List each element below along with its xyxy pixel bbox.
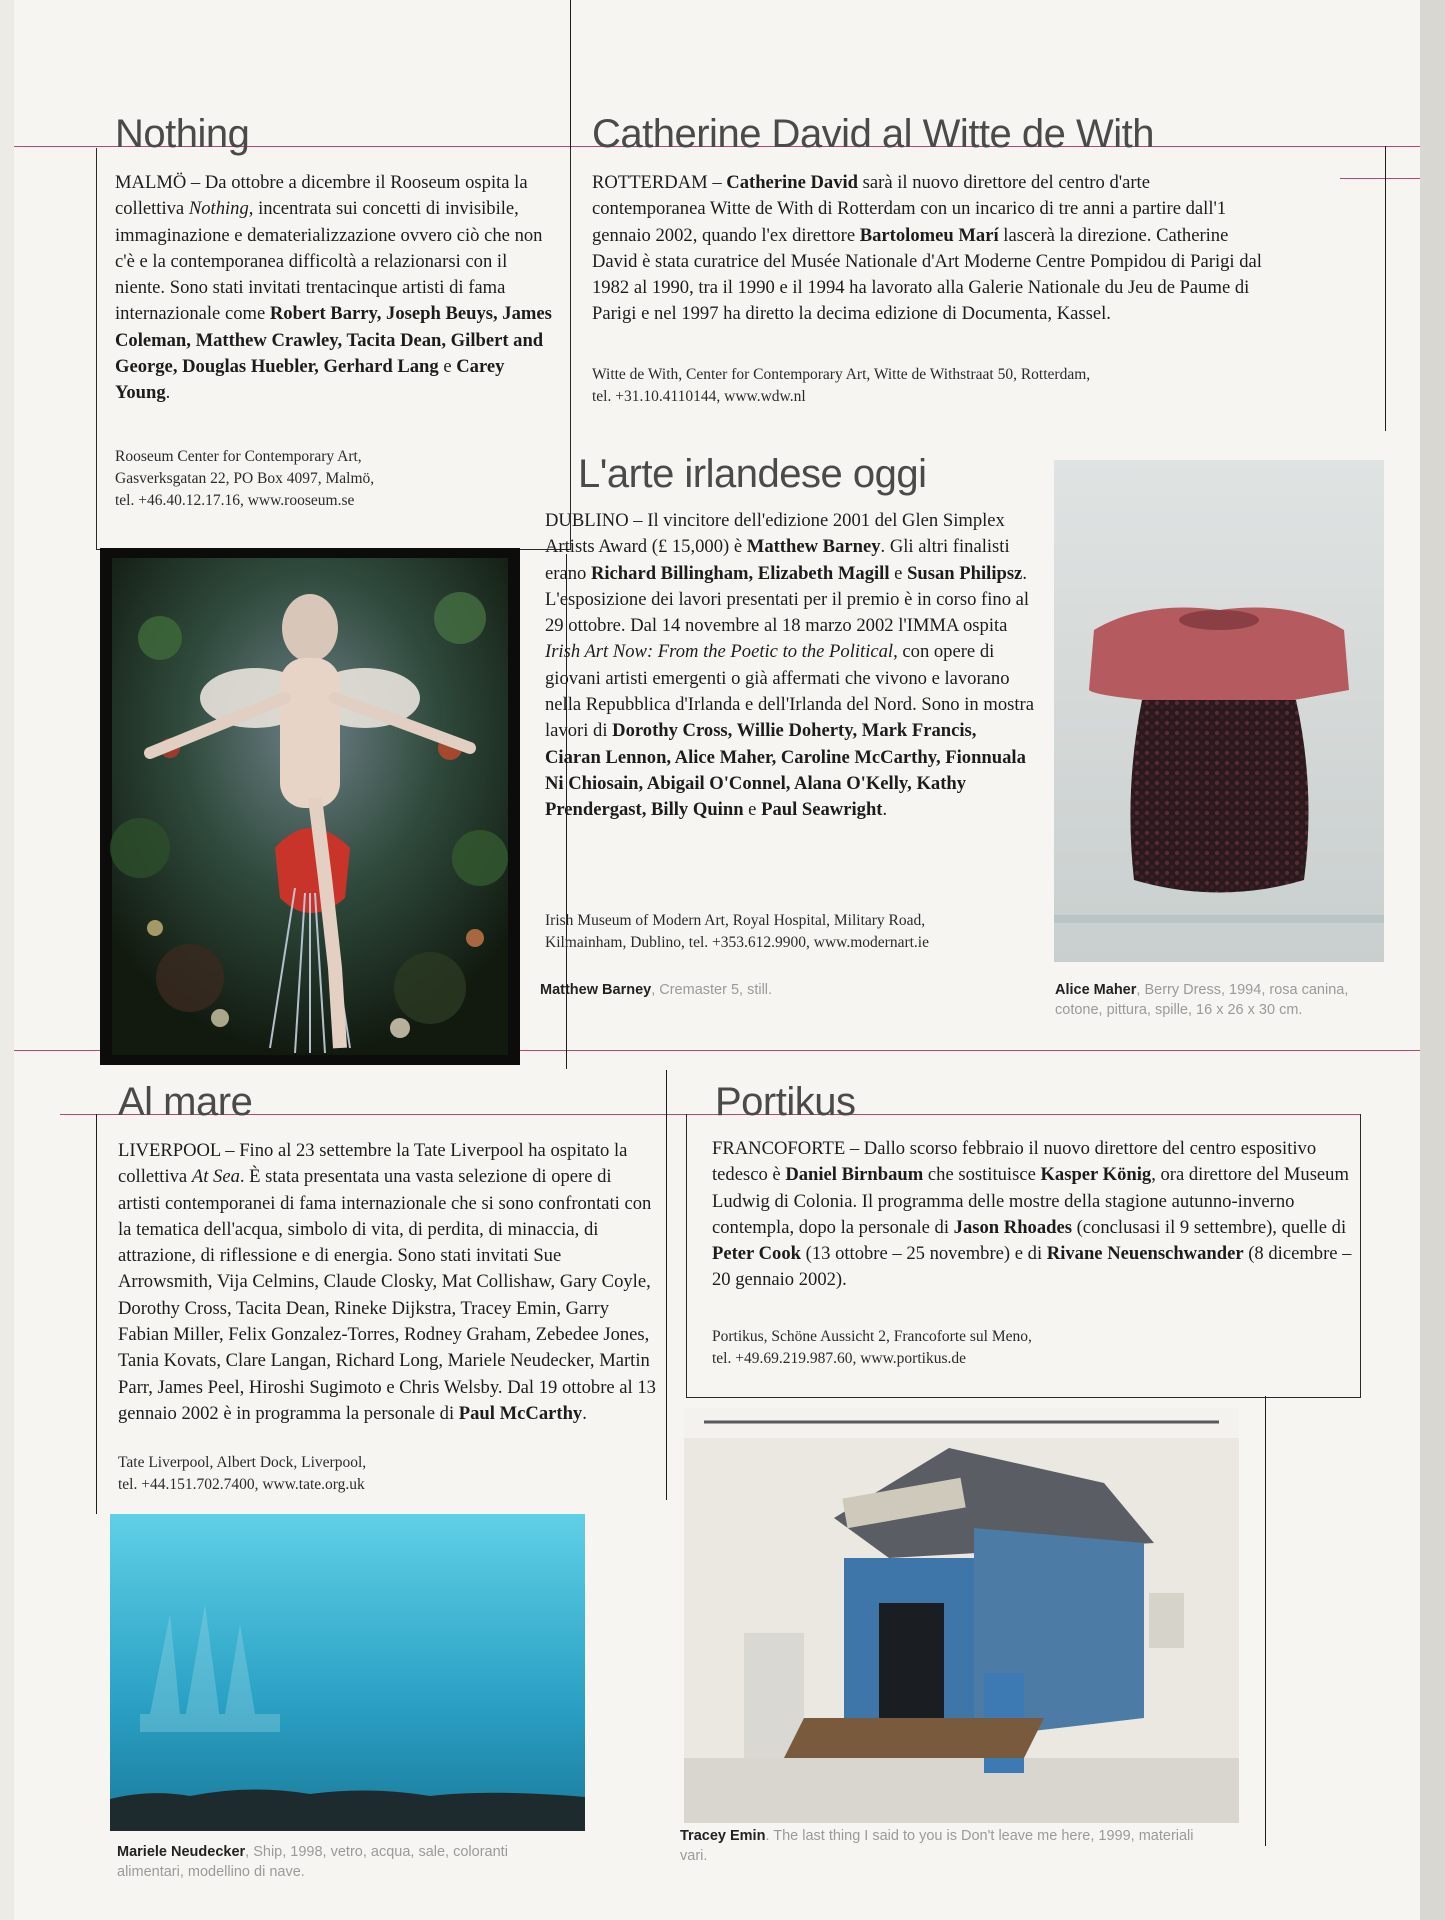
bold-run: Matthew Barney xyxy=(746,536,881,558)
rule-center-vertical xyxy=(570,0,571,150)
caption-mariele-neudecker xyxy=(117,1842,547,1882)
paragraph xyxy=(545,508,1035,824)
caption-maher-details: , Berry Dress, 1994, rosa canina, cotone, pittura, spille, 16 x 26 x 30 cm. xyxy=(1055,982,1349,1018)
caption-neudecker-artist: Mariele Neudecker xyxy=(117,1844,246,1860)
text-run: . L'esposizione dei lavori presentati per il premio è in corso fino al 29 ottobre. Dal 14 novembre al 18 marzo 2002 l'IMMA ospita xyxy=(545,562,1030,637)
contact-line: tel. +49.69.219.987.60, www.portikus.de xyxy=(712,1350,966,1367)
contact-portikus xyxy=(712,1326,1352,1370)
bold-run: Catherine David xyxy=(726,172,858,193)
caption-tracey-emin xyxy=(680,1826,1200,1866)
contact-line: Witte de With, Center for Contemporary Art, Witte de Withstraat 50, Rotterdam, xyxy=(592,366,1091,383)
caption-matthew-barney xyxy=(540,980,860,1000)
title-irish-art: L'arte irlandese oggi xyxy=(578,452,927,496)
caption-emin-artist: Tracey Emin xyxy=(680,1828,766,1844)
rule-catherine-right xyxy=(1385,146,1386,431)
caption-emin-details: . The last thing I said to you is Don't leave me here, 1999, materiali vari. xyxy=(680,1828,1194,1864)
caption-neudecker-details: , Ship, 1998, vetro, acqua, sale, coloranti alimentari, modellino di nave. xyxy=(117,1844,508,1880)
photo-alice-maher-berry-dress xyxy=(1054,460,1384,962)
text-run: (conclusasi il 9 settembre), quelle di xyxy=(1071,1216,1347,1238)
contact-line: tel. +44.151.702.7400, www.tate.org.uk xyxy=(118,1476,365,1493)
contact-nothing xyxy=(115,446,555,512)
contact-al-mare xyxy=(118,1452,658,1496)
bold-run: Dorothy Cross, Willie Doherty, Mark Francis, Ciaran Lennon, Alice Maher, Caroline McCarthy, Fionnuala Ni Chiosain, Abigail O'Connel, Alana O'Kelly, Kathy Prendergast, Billy Quinn xyxy=(545,720,1026,821)
text-run: . xyxy=(882,799,888,821)
paragraph xyxy=(115,170,555,407)
text-run: , ora direttore del Museum Ludwig di Colonia. Il programma delle mostre della stagione autunno-inverno contempla, dopo la personale di xyxy=(712,1164,1349,1238)
caption-barney-artist: Matthew Barney xyxy=(540,982,652,998)
italic-run: Irish Art Now: From the Poetic to the Political xyxy=(545,641,894,663)
bold-run: Susan Philipsz xyxy=(907,562,1023,584)
text-run: LIVERPOOL – Fino al 23 settembre la Tate Liverpool ha ospitato la collettiva xyxy=(118,1140,628,1188)
contact-line: Gasverksgatan 22, PO Box 4097, Malmö, xyxy=(115,470,375,487)
body-nothing xyxy=(115,170,555,407)
contact-irish-art xyxy=(545,910,1045,954)
bold-run: Daniel Birnbaum xyxy=(785,1164,924,1186)
bold-run: Kasper König xyxy=(1040,1164,1152,1186)
text-run: e xyxy=(743,799,762,821)
text-run: , incentrata sui concetti di invisibile, immaginazione e dematerializzazione ovvero ciò che non c'è e la contemporanea difficoltà a relazionarsi con il niente. Sono stati invitati trentacinque artisti di fama internazionale come xyxy=(115,198,543,325)
contact-line: Tate Liverpool, Albert Dock, Liverpool, xyxy=(118,1454,367,1471)
title-catherine-david: Catherine David al Witte de With xyxy=(592,112,1155,156)
rule-mare-right xyxy=(666,1070,667,1500)
contact-line: Portikus, Schöne Aussicht 2, Francoforte sul Meno, xyxy=(712,1328,1032,1345)
contact-line: tel. +31.10.4110144, www.wdw.nl xyxy=(592,388,806,405)
text-run: . Gli altri finalisti erano xyxy=(545,536,1010,584)
text-run: e xyxy=(889,562,908,584)
bold-run: Richard Billingham, Elizabeth Magill xyxy=(590,562,890,584)
contact-line: Irish Museum of Modern Art, Royal Hospital, Military Road, xyxy=(545,912,926,929)
contact-line: Kilmainham, Dublino, tel. +353.612.9900, www.modernart.ie xyxy=(545,934,929,951)
rule-upper-right xyxy=(1340,178,1420,179)
text-run: e xyxy=(438,356,457,378)
text-run: . xyxy=(582,1402,587,1424)
photo-mariele-neudecker-ship xyxy=(110,1514,585,1831)
contact-line: tel. +46.40.12.17.16, www.rooseum.se xyxy=(115,492,355,509)
text-run: sarà il nuovo direttore del centro d'arte contemporanea Witte de With di Rotterdam con un incarico di tre anni a partire dall'1 gennaio 2002, quando l'ex direttore xyxy=(592,172,1227,246)
body-irish-art xyxy=(545,508,1035,824)
text-run: lascerà la direzione. Catherine David è stata curatrice del Musée Nationale d'Art Moderne Centre Pompidou di Parigi dal 1982 al 1990, tra il 1990 e il 1994 ha lavorato alla Galerie Nationale du Jeu de Paume di Parigi e nel 1997 ha diretto la decima edizione di Documenta, Kassel. xyxy=(592,224,1262,325)
body-catherine-david xyxy=(592,170,1262,328)
bold-run: Carey Young xyxy=(115,356,505,404)
text-run: . xyxy=(165,382,171,404)
caption-maher-artist: Alice Maher xyxy=(1055,982,1137,998)
rule-emin-right xyxy=(1265,1396,1266,1846)
text-run: (13 ottobre – 25 novembre) e di xyxy=(800,1243,1047,1265)
text-run: FRANCOFORTE – Dallo scorso febbraio il nuovo direttore del centro espositivo tedesco è xyxy=(712,1138,1317,1186)
text-run: che sostituisce xyxy=(923,1164,1041,1186)
bold-run: Rivane Neuenschwander xyxy=(1046,1243,1244,1265)
bold-run: Robert Barry, Joseph Beuys, James Coleman, Matthew Crawley, Tacita Dean, Gilbert and George, Douglas Huebler, Gerhard Lang xyxy=(115,303,552,378)
italic-run: At Sea xyxy=(191,1166,240,1188)
paragraph xyxy=(712,1136,1357,1294)
text-run: MALMÖ – Da ottobre a dicembre il Rooseum ospita la collettiva xyxy=(115,172,528,220)
bold-run: Bartolomeu Marí xyxy=(859,224,999,246)
bold-run: Paul Seawright xyxy=(761,799,883,821)
contact-catherine-david xyxy=(592,364,1312,408)
title-nothing: Nothing xyxy=(115,112,250,156)
photo-matthew-barney-cremaster xyxy=(100,548,520,1065)
paragraph xyxy=(592,170,1262,328)
text-run: DUBLINO – Il vincitore dell'edizione 2001 del Glen Simplex Artists Award (£ 15,000) è xyxy=(545,510,1005,558)
rule-mare-left xyxy=(96,1114,97,1514)
text-run: , con opere di giovani artisti emergenti o già affermati che vivono e lavorano nella Repubblica d'Irlanda e dell'Irlanda del Nord. Sono in mostra lavori di xyxy=(545,641,1034,742)
body-portikus xyxy=(712,1136,1357,1294)
title-al-mare: Al mare xyxy=(118,1080,253,1124)
caption-barney-details: , Cremaster 5, still. xyxy=(651,982,773,998)
text-run: (8 dicembre – 20 gennaio 2002). xyxy=(712,1243,1352,1291)
italic-run: Nothing xyxy=(188,198,249,220)
body-al-mare xyxy=(118,1138,658,1427)
bold-run: Peter Cook xyxy=(712,1243,801,1265)
page-spine-shadow xyxy=(1420,0,1445,1920)
text-run: ROTTERDAM – xyxy=(592,172,727,193)
paragraph xyxy=(118,1138,658,1427)
bold-run: Jason Rhoades xyxy=(953,1216,1072,1238)
bold-run: Paul McCarthy xyxy=(458,1402,583,1424)
photo-tracey-emin-beach-hut xyxy=(684,1408,1239,1823)
contact-line: Rooseum Center for Contemporary Art, xyxy=(115,448,362,465)
title-portikus: Portikus xyxy=(715,1080,856,1124)
text-run: . È stata presentata una vasta selezione di opere di artisti contemporanei di fama internazionale che si sono confrontati con la tematica dell'acqua, simbolo di vita, di perdita, di minaccia, di attrazione, di riflessione e di energia. Sono stati invitati Sue Arrowsmith, Vija Celmins, Claude Closky, Mat Collishaw, Gary Coyle, Dorothy Cross, Tacita Dean, Rineke Dijkstra, Tracey Emin, Garry Fabian Miller, Felix Gonzalez-Torres, Rodney Graham, Zebedee Jones, Tania Kovats, Clare Langan, Richard Long, Mariele Neudecker, Martin Parr, James Peel, Hiroshi Sugimoto e Chris Welsby. Dal 19 ottobre al 13 gennaio 2002 è in programma la personale di xyxy=(118,1166,656,1424)
caption-alice-maher xyxy=(1055,980,1395,1020)
